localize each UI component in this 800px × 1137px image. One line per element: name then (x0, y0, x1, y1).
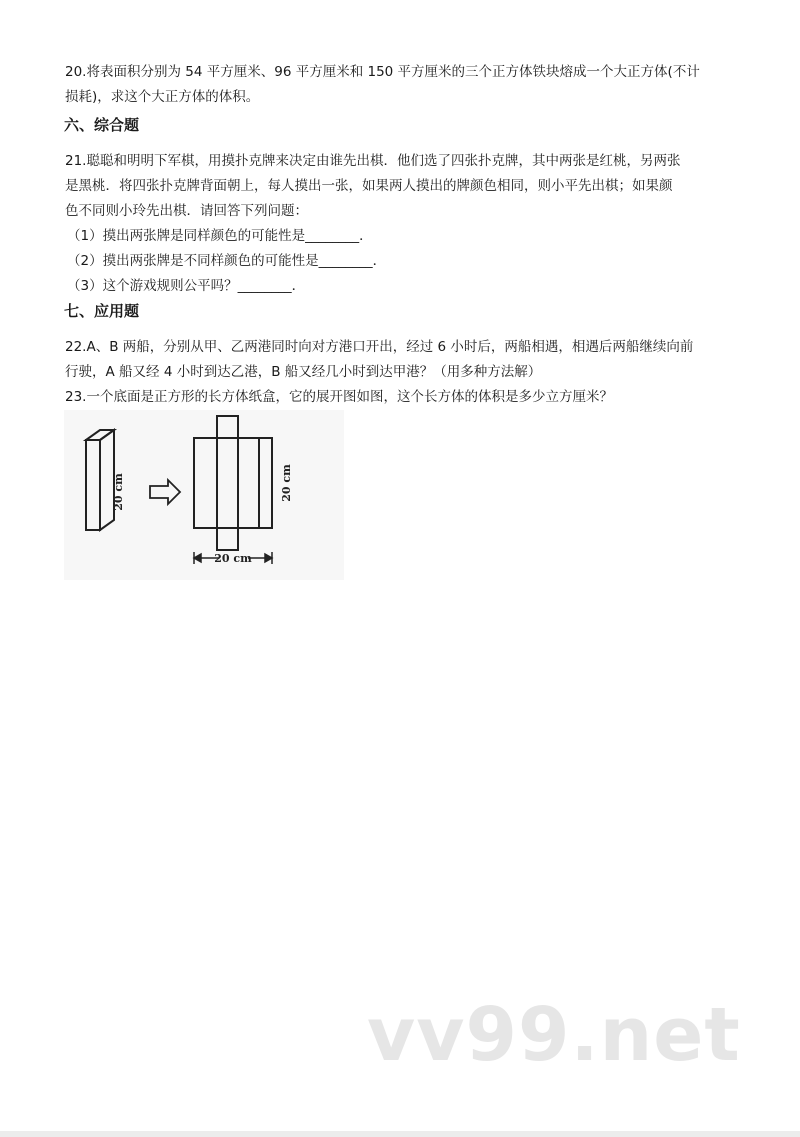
box-net-figure (64, 410, 344, 580)
box-3d-drawing (86, 430, 114, 530)
net-height-label: 20 cm (280, 464, 293, 502)
question-21-sub-2: （2）摸出两张牌是不同样颜色的可能性是________． (67, 253, 387, 269)
question-20-line-2: 损耗)，求这个大正方体的体积。 (65, 89, 260, 105)
question-22-line-1: 22.A、B 两船，分别从甲、乙两港同时向对方港口开出，经过 6 小时后，两船相遇，相遇后两船继续向前 (65, 339, 694, 355)
question-22-line-2: 行驶，A 船又经 4 小时到达乙港，B 船又经几小时到达甲港？（用多种方法解） (65, 364, 542, 380)
question-21-line-1: 21.聪聪和明明下军棋，用摸扑克牌来决定由谁先出棋．他们选了四张扑克牌，其中两张是红桃，另两张 (65, 153, 681, 169)
question-23-line-1: 23.一个底面是正方形的长方体纸盒，它的展开图如图，这个长方体的体积是多少立方厘米？ (65, 389, 613, 405)
watermark: vv99.net (367, 992, 741, 1078)
box-net-drawing (194, 416, 272, 550)
page-bottom-edge (0, 1131, 800, 1137)
question-21-sub-3: （3）这个游戏规则公平吗？________． (67, 278, 306, 294)
question-20-line-1: 20.将表面积分别为 54 平方厘米、96 平方厘米和 150 平方厘米的三个正方体铁块熔成一个大正方体(不计 (65, 64, 700, 80)
question-21-line-2: 是黑桃．将四张扑克牌背面朝上，每人摸出一张，如果两人摸出的牌颜色相同，则小平先出棋；如果颜 (65, 178, 673, 194)
question-21-sub-1: （1）摸出两张牌是同样颜色的可能性是________． (67, 228, 373, 244)
arrow-icon (150, 480, 180, 504)
section-7-heading: 七、应用题 (64, 302, 140, 320)
section-6-heading: 六、综合题 (64, 116, 140, 134)
net-width-label: 20 cm (214, 552, 252, 565)
box-net-diagram (64, 410, 344, 580)
question-21-line-3: 色不同则小玲先出棋．请回答下列问题： (65, 203, 308, 219)
box-height-label: 20 cm (112, 473, 125, 511)
